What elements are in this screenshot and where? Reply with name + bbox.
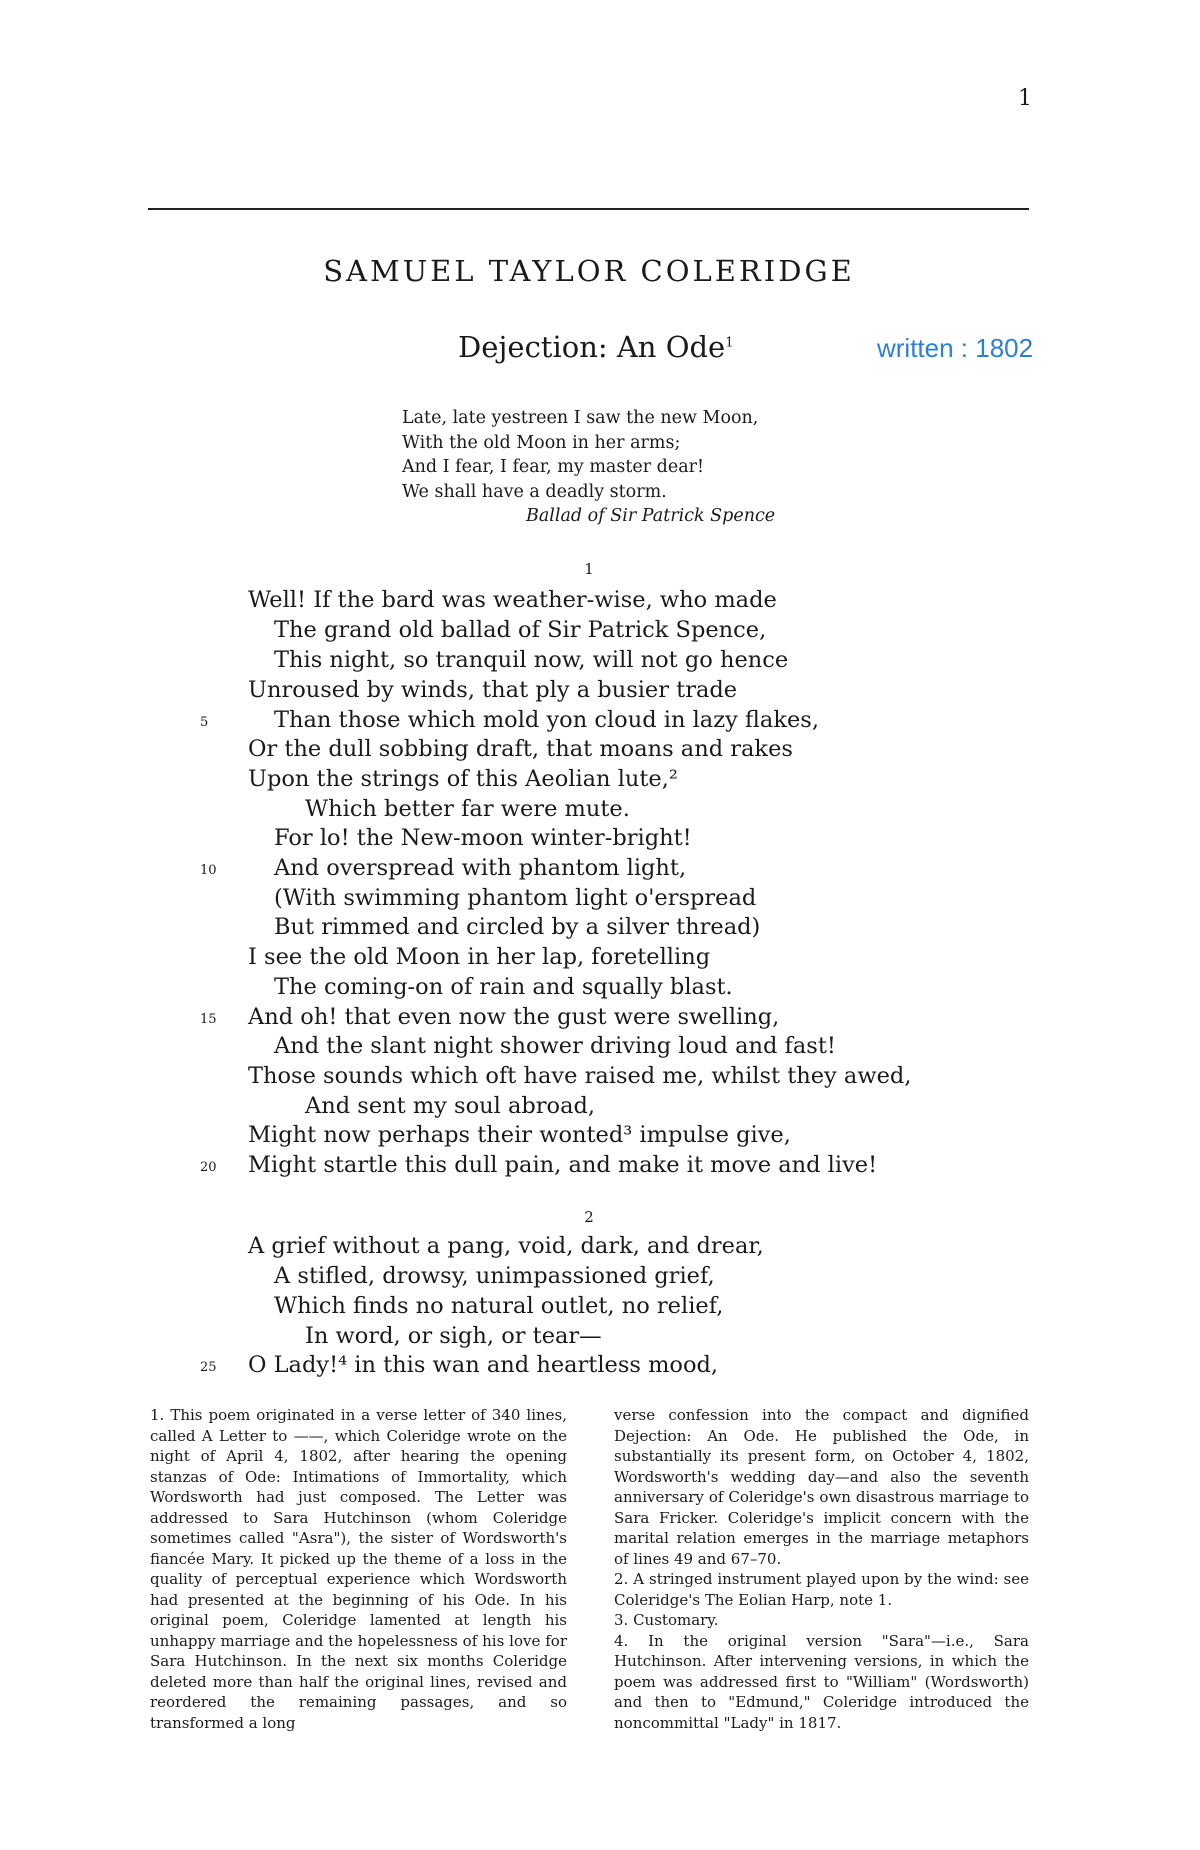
epigraph-line: Late, late yestreen I saw the new Moon,	[402, 408, 759, 428]
poem-line: Upon the strings of this Aeolian lute,²	[248, 766, 678, 792]
poem-line: Than those which mold yon cloud in lazy flakes,	[274, 707, 819, 733]
footnote-1: 1. This poem originated in a verse letter of 340 lines, called A Letter to ——, which Coleridge wrote on the night of April 4, 1802, after hearing the opening stanzas of Ode: Intimations of Immortality, which Wordsworth had just composed. The Letter was addressed to Sara Hutchinson (whom Coleridge sometimes called "Asra"), the sister of Wordsworth's fiancée Mary. It picked up the theme of a loss in the quality of perceptual experience which Wordsworth had presented at the beginning of his Ode. In his original poem, Coleridge lamented at length his unhappy marriage and the hopelessness of his love for Sara Hutchinson. In the next six months Coleridge deleted more than half the original lines, revised and reordered the remaining passages, and so transformed a long	[150, 1406, 567, 1732]
page-number: 1	[1018, 86, 1032, 111]
poem-line: And oh! that even now the gust were swelling,	[248, 1004, 780, 1030]
footnotes-right-column	[614, 1405, 1029, 1733]
poem-line: Which better far were mute.	[305, 796, 630, 822]
epigraph-source: Ballad of Sir Patrick Spence	[526, 506, 776, 526]
epigraph-line: We shall have a deadly storm.	[402, 481, 667, 502]
poem-line: Those sounds which oft have raised me, whilst they awed,	[248, 1063, 912, 1089]
poem-line: Might startle this dull pain, and make it move and live!	[248, 1152, 878, 1178]
poem-line: And overspread with phantom light,	[274, 855, 687, 881]
line-number: 15	[200, 1012, 217, 1027]
header-rule	[148, 208, 1029, 210]
poem-line: And sent my soul abroad,	[305, 1093, 596, 1119]
poem-line: The grand old ballad of Sir Patrick Spence,	[274, 617, 767, 643]
poem-line: Or the dull sobbing draft, that moans and rakes	[248, 736, 793, 762]
epigraph	[402, 406, 775, 529]
line-number: 5	[200, 715, 209, 730]
footnote-2: 2. A stringed instrument played upon by the wind: see Coleridge's The Eolian Harp, note 1.	[614, 1570, 1029, 1609]
poem-line: I see the old Moon in her lap, foretelling	[248, 944, 711, 970]
poem-line: The coming-on of rain and squally blast.	[274, 974, 733, 1000]
line-number: 10	[200, 863, 217, 878]
title-footnote-marker: 1	[725, 335, 734, 351]
line-number: 20	[200, 1160, 217, 1175]
poem-title-text: Dejection: An Ode	[458, 330, 726, 364]
poem-line: Might now perhaps their wonted³ impulse give,	[248, 1122, 791, 1148]
footnote-4: 4. In the original version "Sara"—i.e., Sara Hutchinson. After intervening versions, in which the poem was addressed first to "William" (Wordsworth) and then to "Edmund," Coleridge introduced the noncommittal "Lady" in 1817.	[614, 1631, 1029, 1732]
poem-line: (With swimming phantom light o'erspread	[274, 885, 757, 911]
poem-line: Which finds no natural outlet, no relief,	[274, 1293, 724, 1319]
poem-line: This night, so tranquil now, will not go hence	[274, 647, 789, 673]
footnote-3: 3. Customary.	[614, 1611, 719, 1629]
poem-line: A grief without a pang, void, dark, and drear,	[248, 1233, 764, 1259]
epigraph-line: And I fear, I fear, my master dear!	[402, 457, 705, 477]
poem-line: Well! If the bard was weather-wise, who made	[248, 587, 777, 613]
poem-line: Unroused by winds, that ply a busier trade	[248, 677, 738, 703]
poem-line: And the slant night shower driving loud and fast!	[274, 1033, 836, 1059]
stanza-number: 2	[584, 1208, 594, 1226]
poem-line: For lo! the New-moon winter-bright!	[274, 825, 692, 851]
written-annotation: written : 1802	[877, 333, 1034, 363]
poem-line: But rimmed and circled by a silver thread)	[274, 914, 761, 940]
line-number: 25	[200, 1360, 217, 1375]
poem-line: O Lady!⁴ in this wan and heartless mood,	[248, 1352, 719, 1378]
author-heading: SAMUEL TAYLOR COLERIDGE	[323, 254, 855, 288]
poem-line: In word, or sigh, or tear—	[305, 1323, 602, 1349]
stanza-number: 1	[584, 560, 594, 578]
footnote-1-continued: verse confession into the compact and dignified Dejection: An Ode. He published the Ode, in substantially its present form, on October 4, 1802, Wordsworth's wedding day—and also the seventh anniversary of Coleridge's own disastrous marriage to Sara Fricker. Coleridge's implicit concern with the marital relation emerges in the marriage metaphors of lines 49 and 67–70.	[614, 1406, 1029, 1568]
poem-title	[458, 330, 733, 364]
epigraph-line: With the old Moon in her arms;	[402, 432, 681, 453]
poem-line: A stifled, drowsy, unimpassioned grief,	[274, 1263, 715, 1289]
